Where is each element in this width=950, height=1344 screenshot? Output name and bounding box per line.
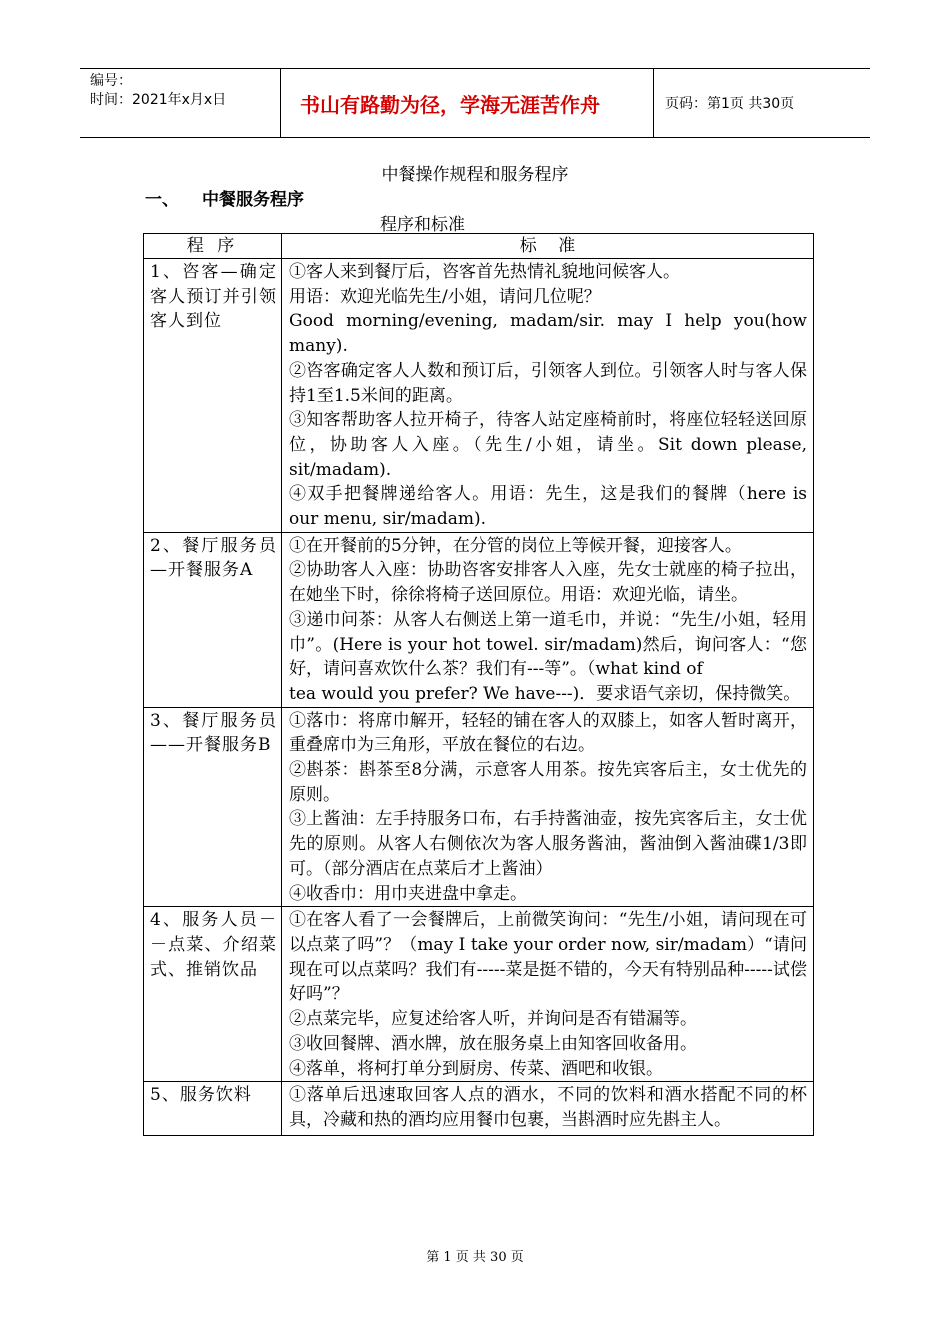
standard-line: ④收香巾：用巾夹进盘中拿走。	[289, 883, 527, 904]
standard-line: ②点菜完毕，应复述给客人听，并询问是否有错漏等。	[289, 1009, 697, 1030]
standard-line: Good morning/evening, madam/sir. may I help you(how many).	[289, 311, 807, 357]
step-cell: 2、餐厅服务员—开餐服务A	[144, 532, 282, 707]
standard-line: 用语：欢迎光临先生/小姐，请问几位呢？	[289, 286, 601, 307]
document-title: 中餐操作规程和服务程序	[381, 165, 569, 185]
motto: 书山有路勤为径，学海无涯苦作舟	[282, 69, 654, 137]
step-cell: 1、咨客—确定客人预订并引领客人到位	[144, 259, 282, 533]
procedure-table	[143, 233, 814, 1136]
standard-cell	[282, 907, 814, 1082]
standard-cell	[282, 1082, 814, 1136]
column-header-procedure: 程 序	[144, 234, 282, 259]
standard-line: tea would you prefer? We have---)．要求语气亲切，保持微笑。	[289, 683, 801, 704]
standard-line: ①在开餐前的5分钟，在分管的岗位上等候开餐，迎接客人。	[289, 535, 742, 556]
header-info-cell	[80, 69, 281, 137]
number-label: 编号：	[90, 73, 132, 89]
standard-cell	[282, 707, 814, 907]
page-label: 页码：第1页 共30页	[665, 96, 795, 112]
page-footer: 第 1 页 共 30 页	[426, 1250, 524, 1265]
table-header-row	[144, 234, 814, 259]
table-row	[144, 532, 814, 707]
standard-cell	[282, 259, 814, 533]
standard-cell	[282, 532, 814, 707]
section-heading	[145, 185, 304, 210]
table-row	[144, 259, 814, 533]
standard-line: ①在客人看了一会餐牌后，上前微笑询问：“先生/小姐，请问现在可以点菜了吗”？（may I take your order now, sir/madam）“请问现在可以点菜吗？我们有-----菜是挺不错的，今天有特别品种-----试偿好吗”？	[289, 910, 807, 1005]
column-header-standard: 标 准	[282, 234, 814, 259]
standard-line: ②咨客确定客人人数和预订后，引领客人到位。引领客人时与客人保持1至1.5米间的距离。	[289, 360, 807, 406]
section-number: 一、	[145, 190, 179, 210]
standard-line: ②协助客人入座：协助咨客安排客人入座，先女士就座的椅子拉出，在她坐下时，徐徐将椅子送回原位。用语：欢迎光临，请坐。	[289, 560, 807, 606]
table-row	[144, 907, 814, 1082]
standard-line: ③递巾问茶：从客人右侧送上第一道毛巾，并说：“先生/小姐，轻用巾”。(Here is your hot towel. sir/madam)然后，询问客人：“您好，请问喜欢饮什么茶？我们有---等”。（what kind of	[289, 609, 807, 680]
table-row	[144, 1082, 814, 1136]
standard-line: ③收回餐牌、酒水牌，放在服务桌上由知客回收备用。	[289, 1033, 697, 1054]
standard-line: ④落单，将柯打单分到厨房、传菜、酒吧和收银。	[289, 1058, 663, 1079]
step-cell: 4、服务人员－－点菜、介绍菜式、推销饮品	[144, 907, 282, 1082]
standard-line: ①落巾：将席巾解开，轻轻的铺在客人的双膝上，如客人暂时离开，重叠席巾为三角形，平放在餐位的右边。	[289, 710, 807, 756]
section-title: 中餐服务程序	[202, 190, 304, 210]
standard-line: ①落单后迅速取回客人点的酒水，不同的饮料和酒水搭配不同的杯具，冷藏和热的酒均应用餐巾包裹，当斟酒时应先斟主人。	[289, 1085, 807, 1130]
standard-line: ③上酱油：左手持服务口布，右手持酱油壶，按先宾客后主，女士优先的原则。从客人右侧依次为客人服务酱油，酱油倒入酱油碟1/3即可。（部分酒店在点菜后才上酱油）	[289, 809, 807, 879]
standard-line: ①客人来到餐厅后，咨客首先热情礼貌地问候客人。	[289, 262, 680, 282]
table-caption: 程序和标准	[380, 215, 465, 235]
document-header	[80, 68, 870, 138]
standard-line: ②斟茶：斟茶至8分满，示意客人用茶。按先宾客后主，女士优先的原则。	[289, 760, 807, 805]
table-row	[144, 707, 814, 907]
step-cell: 3、餐厅服务员——开餐服务B	[144, 707, 282, 907]
date-label: 时间：2021年x月x日	[90, 92, 227, 108]
standard-line: ③知客帮助客人拉开椅子，待客人站定座椅前时，将座位轻轻送回原位，协助客人入座。（先生/小姐，请坐。Sit down please, sit/madam).	[289, 410, 807, 480]
step-cell: 5、服务饮料	[144, 1082, 282, 1136]
standard-line: ④双手把餐牌递给客人。用语：先生，这是我们的餐牌（here is our menu, sir/madam).	[289, 484, 807, 530]
